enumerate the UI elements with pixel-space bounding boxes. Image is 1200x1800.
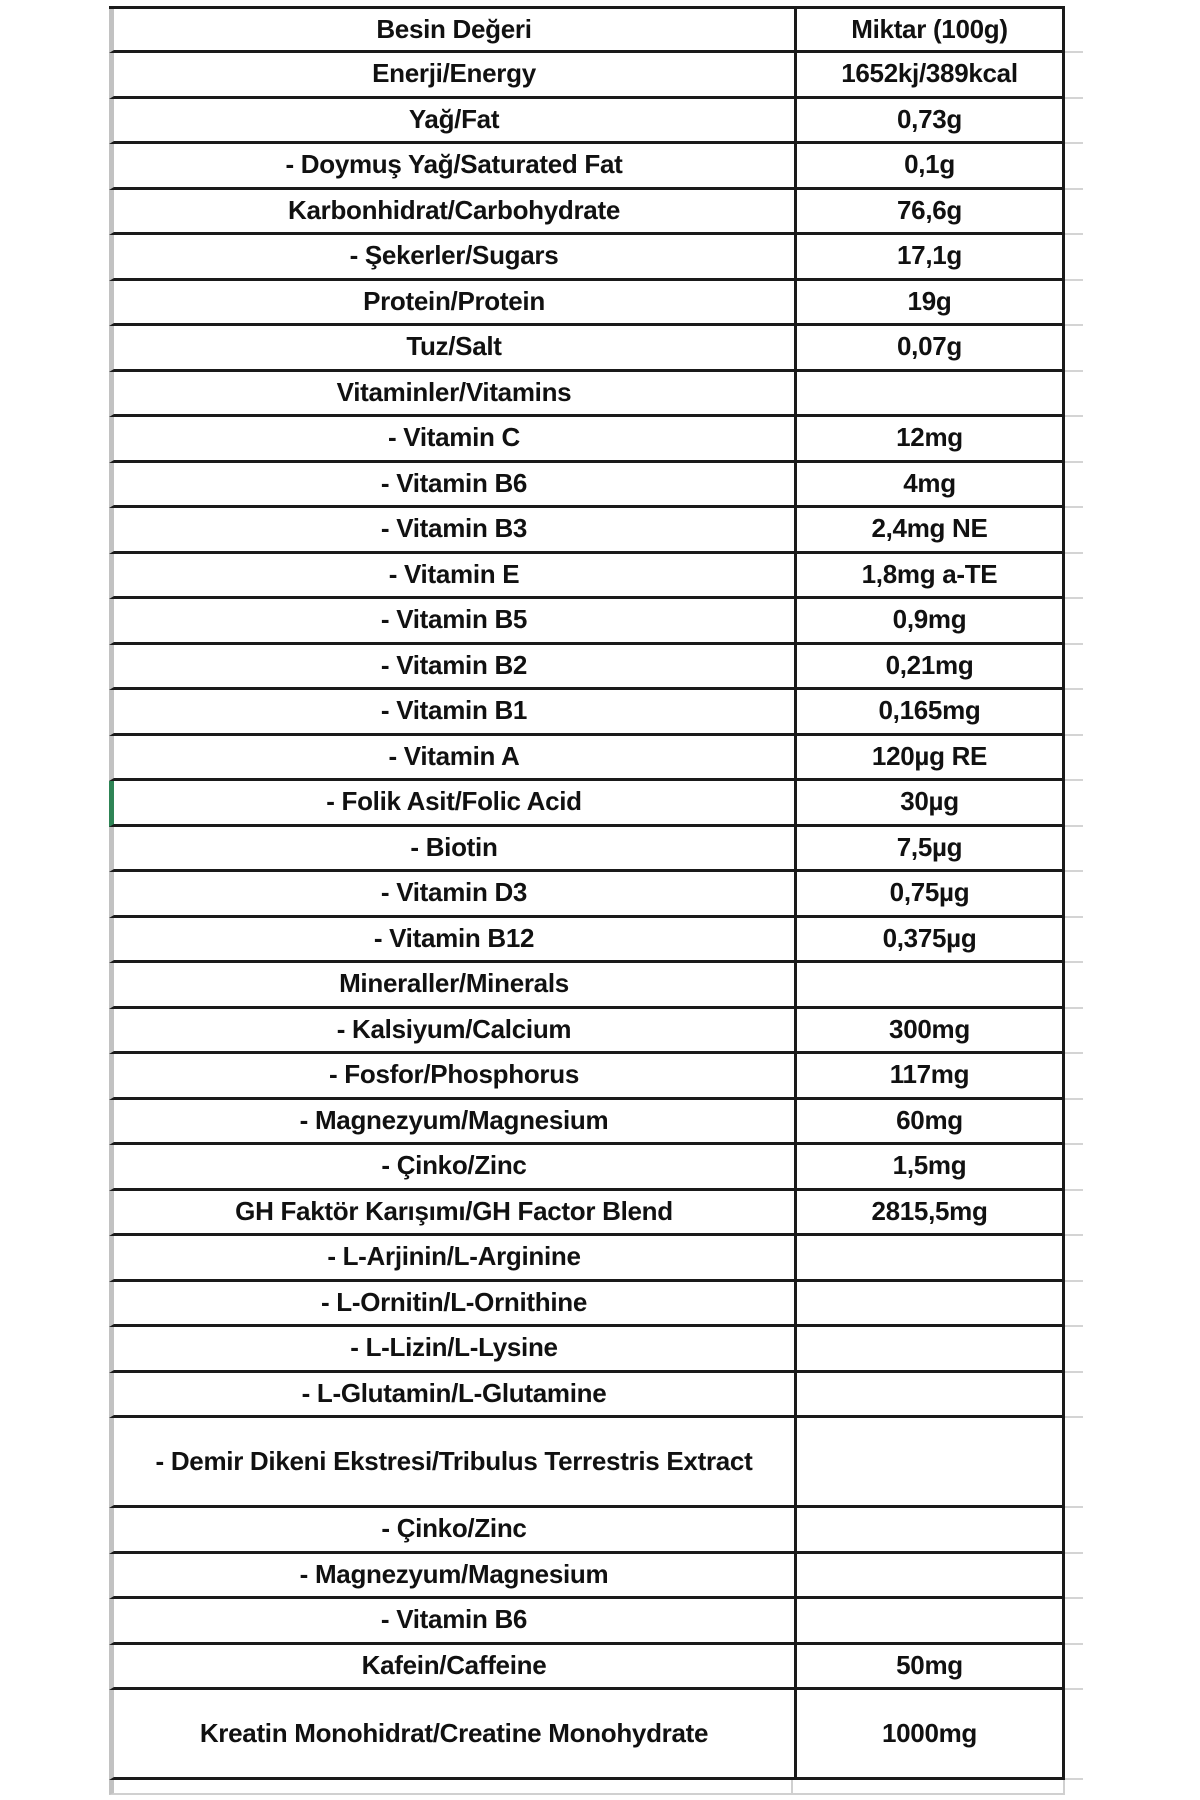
nutrient-label: - Vitamin C (387, 422, 521, 453)
nutrient-value: 300mg (794, 1009, 1062, 1052)
table-row (109, 281, 1065, 327)
table-row (109, 372, 1065, 418)
nutrient-value: 0,73g (794, 99, 1062, 142)
nutrient-label: - Fosfor/Phosphorus (329, 1059, 579, 1090)
nutrient-label: - Vitamin B6 (380, 467, 528, 498)
table-row (109, 326, 1065, 372)
table-row (109, 1327, 1065, 1373)
table-row (109, 599, 1065, 645)
nutrient-value (794, 963, 1062, 1006)
table-row (109, 645, 1065, 691)
nutrient-label: Mineraller/Minerals (339, 968, 569, 999)
table-row (109, 1508, 1065, 1554)
table-row (109, 736, 1065, 782)
table-row (109, 1418, 1065, 1508)
table-row (109, 1009, 1065, 1055)
nutrient-value: 0,21mg (794, 645, 1062, 688)
nutrient-value: 1,5mg (794, 1145, 1062, 1188)
nutrient-value: 0,1g (794, 144, 1062, 187)
table-row (109, 190, 1065, 236)
nutrient-value: 60mg (794, 1100, 1062, 1143)
nutrient-value: 0,07g (794, 326, 1062, 369)
table-row (109, 963, 1065, 1009)
nutrient-value: 117mg (794, 1054, 1062, 1097)
table-row (109, 827, 1065, 873)
nutrient-label: - Kalsiyum/Calcium (336, 1013, 572, 1044)
nutrient-label: - Demir Dikeni Ekstresi/Tribulus Terrestris Extract (155, 1445, 753, 1476)
nutrient-label: - Şekerler/Sugars (349, 240, 559, 271)
nutrient-value: 1652kj/389kcal (794, 53, 1062, 96)
nutrient-label: - Vitamin B6 (380, 1604, 528, 1635)
nutrient-value: 17,1g (794, 235, 1062, 278)
nutrient-value (794, 1327, 1062, 1370)
nutrient-value: 12mg (794, 417, 1062, 460)
table-row (109, 554, 1065, 600)
nutrient-label: - Magnezyum/Magnesium (299, 1104, 609, 1135)
nutrient-label: - L-Ornitin/L-Ornithine (320, 1286, 588, 1317)
nutrient-label: - Vitamin B2 (380, 649, 528, 680)
nutrient-value (794, 1373, 1062, 1416)
nutrient-label: Yağ/Fat (408, 103, 500, 134)
nutrient-value: 30µg (794, 781, 1062, 824)
table-row (109, 690, 1065, 736)
nutrient-value: 1000mg (794, 1690, 1062, 1777)
nutrient-value (794, 1599, 1062, 1642)
table-row (109, 417, 1065, 463)
nutrient-value (794, 1236, 1062, 1279)
nutrient-value: 76,6g (794, 190, 1062, 233)
nutrient-label: GH Faktör Karışımı/GH Factor Blend (235, 1195, 673, 1226)
table-row (109, 1690, 1065, 1780)
table-row (109, 781, 1065, 827)
table-row (109, 1554, 1065, 1600)
header-col-nutrient-label: Besin Değeri (376, 13, 532, 44)
nutrient-label: - Vitamin A (388, 740, 520, 771)
header-col-amount-label: Miktar (100g) (851, 13, 1008, 44)
nutrient-value (794, 1508, 1062, 1551)
nutrient-label: - L-Arjinin/L-Arginine (327, 1241, 581, 1272)
nutrient-label: Enerji/Energy (372, 58, 536, 89)
header-col-nutrient (114, 9, 794, 50)
nutrient-value: 19g (794, 281, 1062, 324)
table-row (109, 1145, 1065, 1191)
nutrient-value: 50mg (794, 1645, 1062, 1688)
nutrient-label: - Çinko/Zinc (381, 1513, 527, 1544)
nutrient-value (794, 372, 1062, 415)
table-row (109, 1645, 1065, 1691)
nutrient-label: - Vitamin B12 (373, 922, 535, 953)
nutrient-label: Kafein/Caffeine (361, 1649, 547, 1680)
nutrient-value: 120µg RE (794, 736, 1062, 779)
nutrient-label: Kreatin Monohidrat/Creatine Monohydrate (199, 1717, 709, 1748)
nutrient-value (794, 1554, 1062, 1597)
nutrient-value (794, 1418, 1062, 1505)
nutrient-label: - Folik Asit/Folic Acid (326, 786, 582, 817)
nutrient-label: Karbonhidrat/Carbohydrate (288, 194, 620, 225)
nutrition-table (109, 6, 1065, 1795)
partial-empty-row (109, 1780, 1065, 1795)
nutrient-label: - Vitamin B5 (380, 604, 528, 635)
nutrient-value: 7,5µg (794, 827, 1062, 870)
table-row (109, 144, 1065, 190)
nutrient-label: - L-Lizin/L-Lysine (350, 1332, 558, 1363)
nutrient-label: - Magnezyum/Magnesium (299, 1558, 609, 1589)
table-row (109, 1100, 1065, 1146)
table-row (109, 1282, 1065, 1328)
nutrient-label: - L-Glutamin/L-Glutamine (301, 1377, 607, 1408)
nutrient-label: - Biotin (410, 831, 498, 862)
table-body (109, 53, 1065, 1780)
nutrient-value: 4mg (794, 463, 1062, 506)
nutrient-label: - Doymuş Yağ/Saturated Fat (285, 149, 623, 180)
nutrient-value (794, 1282, 1062, 1325)
nutrient-label: Protein/Protein (363, 285, 545, 316)
table-row (109, 1599, 1065, 1645)
table-row (109, 463, 1065, 509)
nutrient-label: - Vitamin D3 (380, 877, 528, 908)
table-row (109, 872, 1065, 918)
table-row (109, 1191, 1065, 1237)
nutrient-label: - Vitamin B1 (380, 695, 528, 726)
table-row (109, 918, 1065, 964)
table-row (109, 1236, 1065, 1282)
nutrient-label: - Vitamin B3 (380, 513, 528, 544)
header-col-amount (794, 9, 1062, 50)
nutrient-value: 1,8mg a-TE (794, 554, 1062, 597)
nutrient-label: Tuz/Salt (406, 331, 502, 362)
table-row (109, 508, 1065, 554)
nutrient-value: 0,75µg (794, 872, 1062, 915)
nutrient-value: 2815,5mg (794, 1191, 1062, 1234)
table-header-row (109, 9, 1065, 53)
table-row (109, 99, 1065, 145)
table-row (109, 1054, 1065, 1100)
table-row (109, 1373, 1065, 1419)
nutrient-label: - Vitamin E (388, 558, 520, 589)
nutrient-label: Vitaminler/Vitamins (336, 376, 572, 407)
nutrient-value: 0,375µg (794, 918, 1062, 961)
nutrient-value: 0,9mg (794, 599, 1062, 642)
table-row (109, 235, 1065, 281)
table-row (109, 53, 1065, 99)
nutrient-value: 2,4mg NE (794, 508, 1062, 551)
nutrient-label: - Çinko/Zinc (381, 1150, 527, 1181)
nutrient-value: 0,165mg (794, 690, 1062, 733)
